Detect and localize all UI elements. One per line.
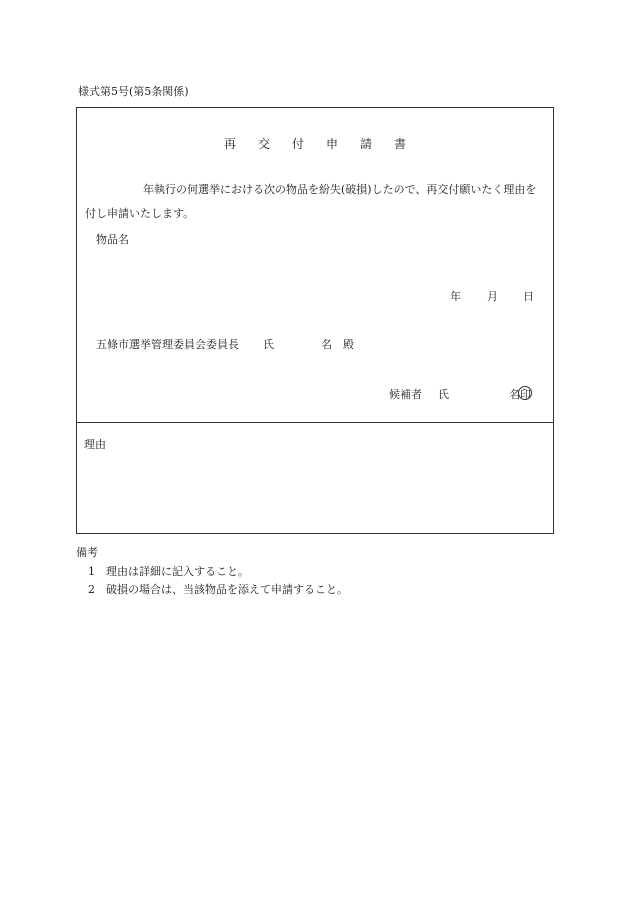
applicant-role-label: 候補者: [389, 388, 422, 401]
seal-circle: [518, 386, 532, 400]
seal-character: 印: [520, 388, 531, 401]
date-month-label: 月: [487, 290, 498, 303]
date-year-label: 年: [450, 290, 461, 303]
remark-2-text: 破損の場合は、当該物品を添えて申請すること。: [106, 583, 348, 596]
applicant-name-label: 名: [509, 388, 520, 401]
addressee-surname-label: 氏: [263, 338, 274, 351]
addressee-organization: 五條市選挙管理委員会委員長: [96, 338, 239, 351]
addressee-name-label: 名: [321, 338, 332, 351]
date-day-label: 日: [523, 290, 534, 303]
applicant-surname-label: 氏: [438, 388, 449, 401]
remark-1-number: 1: [88, 565, 95, 578]
reason-label: 理由: [84, 438, 106, 451]
applicant-seal-mark: [520, 389, 531, 400]
application-form-box: [76, 107, 554, 534]
form-title: 再交付申請書: [223, 137, 428, 151]
application-statement: 年執行の何選挙における次の物品を紛失(破損)したので、再交付願いたく理由を付し申請いたします。: [85, 183, 537, 220]
seal-icon: [520, 389, 531, 400]
remark-2-number: 2: [88, 583, 95, 596]
form-number-label: 様式第5号(第5条関係): [78, 85, 189, 98]
remarks-title: 備考: [76, 546, 98, 559]
item-name-label: 物品名: [96, 233, 129, 246]
section-divider: [77, 422, 553, 423]
remark-1-text: 理由は詳細に記入すること。: [106, 565, 249, 578]
addressee-honorific: 殿: [343, 338, 354, 351]
